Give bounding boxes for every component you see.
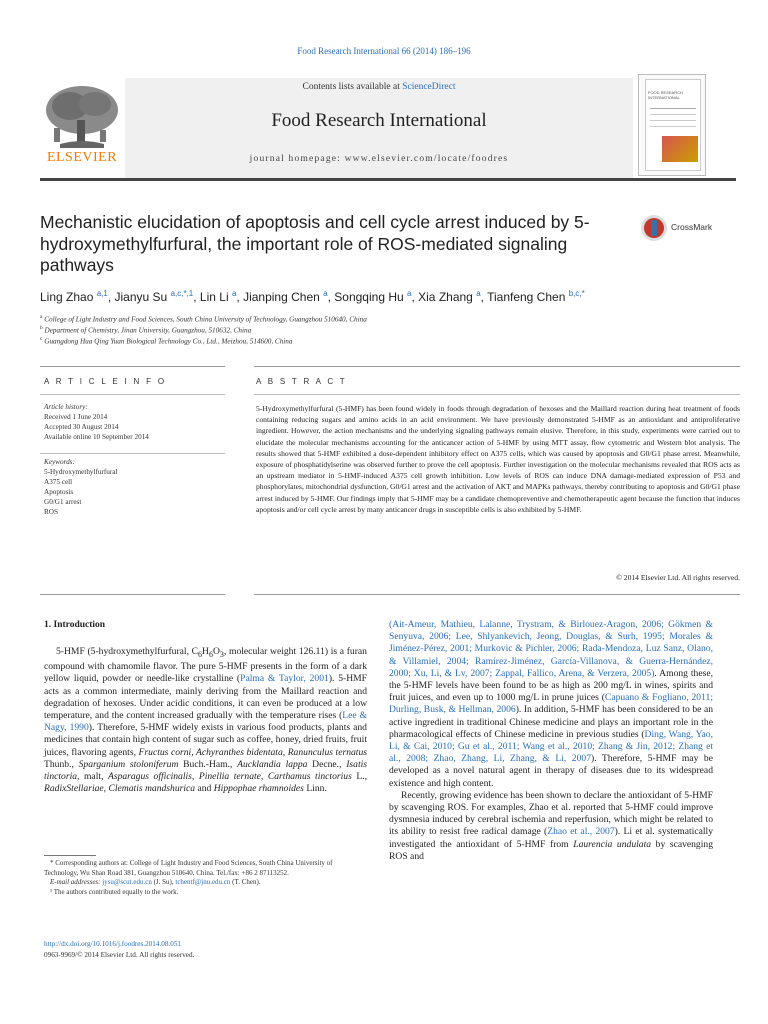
history-received: Received 1 June 2014 xyxy=(44,413,108,421)
divider xyxy=(40,453,225,454)
footnote-divider xyxy=(44,855,96,856)
article-info-heading: A R T I C L E I N F O xyxy=(44,377,167,386)
author[interactable]: Jianping Chen $^a$ xyxy=(243,289,328,304)
abstract-heading: A B S T R A C T xyxy=(256,377,347,386)
cover-title: FOOD RESEARCH INTERNATIONAL xyxy=(648,90,683,100)
paragraph: (Ait-Ameur, Mathieu, Lalanne, Trystram, & Birlouez-Aragon, 2006; Gökmen & Senyuva, 2006; Lee, Shlyankevich, Jeong, Douglas, & Surh, 1995; Morales & Jiménez-Pérez, 2001; Murkovic & Pichler, 2006; Rada-Mendoza, Luz Sanz, Olano, & Villamiel, 2004; Ramírez-Jiménez, García-Villanova, & Guerra-Hernández, 2000; Xu, Li, & Lv, 2007; Zappal, Fallico, Arena, & Verzera, 2005). Among these, the 5-HMF levels have been found to be as high as 200 mg/L in wines, spirits and fruit juices, and even up to 1000 mg/L in prune juices (Capuano & Fogliano, 2011; Durling, Busk, & Hellman, 2006). In addition, 5-HMF has been considered to be an active ingredient in traditional Chinese medicine and plays an important role in the pharmacological effects of Chinese medicine in previous studies (Ding, Wang, Yao, Li, & Cai, 2010; Gu et al., 2011; Wang et al., 2010; Zhang & Jin, 2012; Zhang et al., 2008; Zhao, Zhang, Li, Zhang, & Li, 2007). Therefore, 5-HMF may be developed as a novel natural agent in therapy of diseases due to its widespread existence and high content. xyxy=(389,619,713,789)
keywords-label: Keywords: xyxy=(44,458,75,466)
crossmark-icon xyxy=(640,214,668,242)
history-accepted: Accepted 30 August 2014 xyxy=(44,423,119,431)
affiliation-b: $^b$ Department of Chemistry, Jinan University, Guangzhou, 510632, China xyxy=(40,325,252,335)
email-link[interactable]: tchentf@jnu.edu.cn xyxy=(175,878,231,886)
keyword: G0/G1 arrest xyxy=(44,498,82,506)
body-column-right xyxy=(389,619,713,863)
affiliation-c: $^c$ Guangdong Hua Qing Yuan Biological Technology Co., Ltd., Meizhou, 514600, China xyxy=(40,336,293,346)
author[interactable]: Tianfeng Chen $^{b,c,*}$ xyxy=(487,289,585,304)
crossmark-label: CrossMark xyxy=(671,222,713,232)
author[interactable]: Lin Li $^a$ xyxy=(199,289,237,304)
author[interactable]: Ling Zhao $^{a,1}$ xyxy=(40,289,108,304)
citation-link[interactable]: Ding, Wang, Yao, Li, & Cai, 2010; Gu et al., 2011; Wang et al., 2010; Zhang & Jin, 2012; Zhang et al., 2008; Zhao, Zhang, Li, Zhang, & Li, 2007 xyxy=(389,728,713,765)
history-online: Available online 10 September 2014 xyxy=(44,433,149,441)
section-heading-introduction: 1. Introduction xyxy=(44,620,106,630)
elsevier-logo xyxy=(40,80,124,166)
cover-image xyxy=(662,136,698,162)
contents-prefix: Contents lists available at xyxy=(302,82,403,92)
contents-line xyxy=(125,82,633,92)
crossmark-badge[interactable] xyxy=(640,214,730,244)
citation-link[interactable]: (Ait-Ameur, Mathieu, Lalanne, Trystram, & Birlouez-Aragon, 2006; Gökmen & Senyuva, 2006; Lee, Shlyankevich, Jeong, Douglas, & Surh, 1995; Morales & Jiménez-Pérez, 2001; Murkovic & Pichler, 2006; Rada-Mendoza, Luz Sanz, Olano, & Villamiel, 2004; Ramírez-Jiménez, García-Villanova, & Guerra-Hernández, 2000; Xu, Li, & Lv, 2007; Zappal, Fallico, Arena, & Verzera, 2005) xyxy=(389,619,713,679)
article-title: Mechanistic elucidation of apoptosis and cell cycle arrest induced by 5-hydroxymethylfurfural, the important role of ROS-mediated signaling pathways xyxy=(40,212,590,275)
abstract-copyright: © 2014 Elsevier Ltd. All rights reserved. xyxy=(616,573,740,582)
citation-link[interactable]: Palma & Taylor, 2001 xyxy=(240,673,329,685)
body-column-left xyxy=(44,646,367,795)
keyword: ROS xyxy=(44,508,58,516)
sciencedirect-link[interactable]: ScienceDirect xyxy=(402,82,456,92)
abstract-text: 5-Hydroxymethylfurfural (5-HMF) has been found widely in foods through degradation of hexoses and the Maillard reaction during heat treatment of foods containing reducing sugars and amino acids in an acid environment. We have previously demonstrated 5-HMF as an antioxidant and antiproliferative ingredient. However, the action mechanisms and the underlying signaling pathways remain elusive. Therefore, in this study, experiments were carried out to elucidate the molecular mechanisms accounting for the anticancer action of 5-HMF by using MTT assay, flow cytometric and Western blot analysis. The results showed that 5-HMF exhibited a dose-dependent inhibitory effect on A375 cells, which was caused by apoptosis and G0/G1 phase arrest. Meanwhile, exposure of phosphatidylserine was observed further to prove the cell apoptosis. Further investigation on the molecular mechanisms revealed that ROS acts as an upstream mediator in 5-HMF-induced A375 cell growth inhibition. Low levels of ROS can induce DNA damage-mediated expression of P53 and phosphorylates, mitochondrial dysfunction, G0/G1 arrest and the activation of AKT and MAPKs pathways, thereby contributing to apoptosis and G0/G1 phase arrest induced by 5-HMF. Our findings imply that 5-HMF may be a candidate chemopreventive and chemotherapeutic agent because the function that induces apoptosis and/or cell cycle arrest by many anticancer drugs in susceptible cells is also exhibited by 5-HMF. xyxy=(256,404,740,514)
keyword: A375 cell xyxy=(44,478,73,486)
keyword: 5-Hydroxymethylfurfural xyxy=(44,468,118,476)
history-label: Article history: xyxy=(44,403,88,411)
paragraph: 5-HMF (5-hydroxymethylfurfural, $C_6H_6O_3$, molecular weight 126.11) is a furan compound with chamomile flavor. The pure 5-HMF presents in the form of a dark yellow liquid, powder or needle-like crystalline (Palma & Taylor, 2001). 5-HMF acts as a common intermediate, mainly deriving from the Maillard reaction and degradation of hexoses. Under acidic conditions, it can even be produced at a low temperature, and the content increased gradually with the temperature rises (Lee & Nagy, 1990). Therefore, 5-HMF widely exists in various food products, plants and medicines that contain high content of sugar such as coffee, honey, dried fruits, fruit juices, flavoring agents, Fructus corni, Achyranthes bidentata, Ranunculus ternatus Thunb., Sparganium stoloniferum Buch.-Ham., Aucklandia lappa Decne., Isatis tinctoria, malt, Asparagus officinalis, Pinellia ternate, Carthamus tinctorius L., RadixStellariae, Clematis mandshurica and Hippophae rhamnoides Linn. xyxy=(44,646,368,795)
journal-name: Food Research International xyxy=(271,110,487,131)
citation-link[interactable]: Capuano & Fogliano, 2011; Durling, Busk, & Hellman, 2006 xyxy=(389,692,713,716)
divider xyxy=(254,366,740,367)
footnotes xyxy=(44,859,367,897)
author-list: Ling Zhao $^{a,1}$, Jianyu Su $^{a,c,*,1}$, Lin Li $^a$, Jianping Chen $^a$, Songqing Hu $^a$, Xia Zhang $^a$, Tianfeng Chen $^{b,c,*}$ xyxy=(40,289,585,304)
elsevier-wordmark: ELSEVIER xyxy=(46,150,118,165)
affiliation-a: $^a$ College of Light Industry and Food Sciences, South China University of Technology, Guangzhou 510640, China xyxy=(40,314,367,324)
author[interactable]: Jianyu Su $^{a,c,*,1}$ xyxy=(114,289,194,304)
citation-link[interactable]: Zhao et al., 2007 xyxy=(547,826,615,838)
footnote-emails: E-mail addresses: jysu@scut.edu.cn (J. Su), tchentf@jnu.edu.cn (T. Chen). xyxy=(50,878,261,886)
paragraph: Recently, growing evidence has been shown to declare the antioxidant of 5-HMF by scavenging ROS. For examples, Zhao et al. reported that 5-HMF could improve dysmnesia induced by cerebral ischemia and reperfusion, which might be related to its ability to resist free radical damage (Zhao et al., 2007). Li et al. systematically investigated the antioxidant of 5-HMF from Laurencia undulata by scavenging ROS and xyxy=(389,789,713,862)
divider xyxy=(40,366,225,367)
footnote-corresponding: * Corresponding authors at: College of Light Industry and Food Sciences, South China University of Technology, Wu Shan Road 381, Guangzhou 510640, China. Tel./fax: +86 2 87113252. xyxy=(44,859,333,877)
email-link[interactable]: jysu@scut.edu.cn xyxy=(102,878,152,886)
doi-link[interactable]: http://dx.doi.org/10.1016/j.foodres.2014.08.051 xyxy=(44,940,182,948)
divider xyxy=(254,594,740,595)
journal-cover-thumbnail[interactable] xyxy=(638,74,706,176)
header-divider xyxy=(40,178,736,181)
issn-copyright: 0963-9969/© 2014 Elsevier Ltd. All rights reserved. xyxy=(44,951,195,959)
keyword: Apoptosis xyxy=(44,488,74,496)
journal-homepage[interactable]: journal homepage: www.elsevier.com/locate/foodres xyxy=(249,154,509,164)
author[interactable]: Xia Zhang $^a$ xyxy=(418,289,481,304)
divider xyxy=(254,394,740,395)
divider xyxy=(40,594,225,595)
citation-link[interactable]: Lee & Nagy, 1990 xyxy=(44,709,367,734)
divider xyxy=(40,394,225,395)
journal-citation-link[interactable]: Food Research International 66 (2014) 186–196 xyxy=(297,46,471,56)
footnote-equal-contribution: ¹ The authors contributed equally to the work. xyxy=(50,887,179,896)
author[interactable]: Songqing Hu $^a$ xyxy=(334,289,412,304)
